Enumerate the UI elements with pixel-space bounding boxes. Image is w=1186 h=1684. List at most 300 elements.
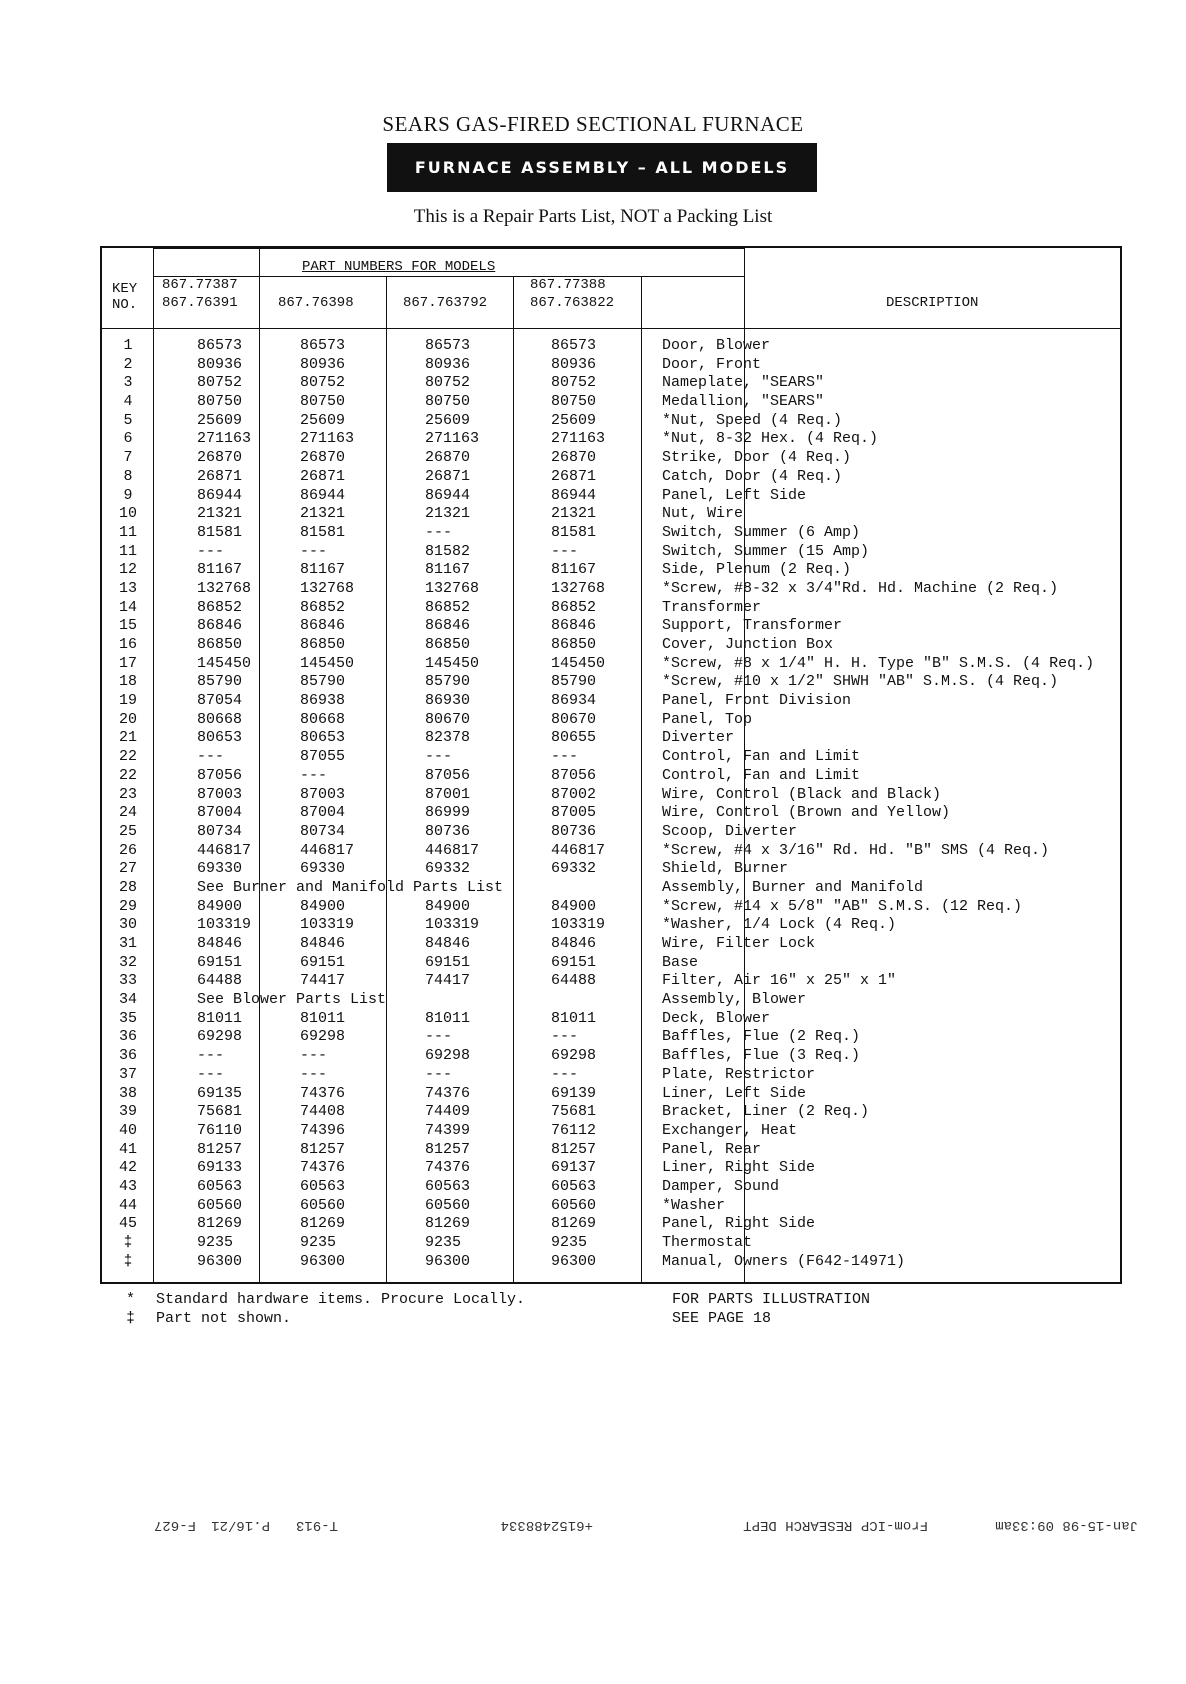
part-number: 86850 xyxy=(425,636,471,653)
part-number: 81257 xyxy=(551,1140,597,1158)
part-number: --- xyxy=(300,542,328,560)
part-number: 21321 xyxy=(425,505,471,523)
part-number: 86573 xyxy=(551,337,597,354)
part-number: 75681 xyxy=(551,1103,597,1121)
part-number: --- xyxy=(425,1065,453,1083)
part-number: --- xyxy=(551,748,579,766)
part-number: 60563 xyxy=(551,1177,597,1195)
part-number: 86852 xyxy=(425,598,471,616)
key-no: 45 xyxy=(118,1215,137,1233)
key-no: 22 xyxy=(118,766,137,784)
part-number: 86852 xyxy=(300,598,346,616)
part-description: Control, Fan and Limit xyxy=(662,748,861,766)
key-no: 36 xyxy=(118,1028,137,1046)
part-number: 69139 xyxy=(551,1084,597,1102)
part-description: Catch, Door (4 Req.) xyxy=(662,467,843,485)
part-number: 446817 xyxy=(300,841,355,859)
part-number: 81269 xyxy=(300,1215,346,1233)
table-row xyxy=(102,449,1120,468)
part-number: 86944 xyxy=(551,486,597,504)
part-number: 84846 xyxy=(425,935,471,952)
part-description: Medallion, "SEARS" xyxy=(662,393,825,411)
part-number: 21321 xyxy=(300,505,346,523)
fax-form: F-627 xyxy=(153,1517,196,1533)
part-number: 60563 xyxy=(425,1177,471,1195)
part-number: 87004 xyxy=(197,804,243,822)
part-number: 87056 xyxy=(425,766,471,784)
table-row xyxy=(102,1178,1120,1197)
part-number: --- xyxy=(197,748,225,766)
part-number: 60560 xyxy=(197,1196,243,1214)
table-row xyxy=(102,505,1120,524)
part-number: 81257 xyxy=(300,1140,346,1158)
part-number: 85790 xyxy=(300,673,346,691)
fax-sender: From-ICP RESEARCH DEPT xyxy=(743,1517,928,1533)
part-number: 81167 xyxy=(551,561,597,579)
part-number: 132768 xyxy=(425,579,480,597)
part-number: 87056 xyxy=(197,766,243,784)
table-row xyxy=(102,935,1120,954)
key-no: 21 xyxy=(118,729,137,747)
table-row xyxy=(102,954,1120,973)
part-description: Switch, Summer (15 Amp) xyxy=(662,542,870,560)
parts-rows xyxy=(102,337,1120,1271)
part-number: 74409 xyxy=(425,1103,471,1121)
key-no: 44 xyxy=(118,1196,137,1214)
page-subtitle: This is a Repair Parts List, NOT a Packing List xyxy=(413,206,773,227)
part-description: Panel, Top xyxy=(662,710,753,728)
part-number: 80655 xyxy=(551,729,597,747)
table-row xyxy=(102,692,1120,711)
part-number: 21321 xyxy=(197,505,243,523)
key-no: ‡ xyxy=(123,1234,133,1251)
part-number: 80653 xyxy=(197,729,243,747)
part-number: 86846 xyxy=(425,617,471,635)
part-description: Side, Plenum (2 Req.) xyxy=(662,561,852,579)
key-no: 10 xyxy=(118,505,137,523)
part-number: 103319 xyxy=(300,916,355,934)
table-row xyxy=(102,580,1120,599)
part-number: 69151 xyxy=(197,953,243,971)
part-number: 87001 xyxy=(425,785,471,803)
part-number: 103319 xyxy=(197,916,252,934)
part-number: 446817 xyxy=(425,841,480,859)
part-number: 87003 xyxy=(300,785,346,803)
part-number: 96300 xyxy=(551,1252,597,1270)
part-number: 76112 xyxy=(551,1121,597,1139)
illustration-reference xyxy=(672,1290,870,1328)
part-number: 74408 xyxy=(300,1103,346,1121)
part-number: 21321 xyxy=(551,505,597,523)
part-description: *Washer xyxy=(662,1196,726,1214)
key-no: 23 xyxy=(118,785,137,803)
part-description: Manual, Owners (F642-14971) xyxy=(662,1252,906,1270)
part-number: 80653 xyxy=(300,729,346,747)
part-description: *Screw, #8-32 x 3/4"Rd. Hd. Machine (2 Req.) xyxy=(662,579,1059,597)
key-no: 2 xyxy=(123,355,133,373)
footnote-text: Standard hardware items. Procure Locally. xyxy=(156,1291,526,1308)
part-description: *Screw, #8 x 1/4" H. H. Type "B" S.M.S. (4 Req.) xyxy=(662,654,1095,672)
part-description: Wire, Filter Lock xyxy=(662,935,816,952)
part-number: 86938 xyxy=(300,692,346,710)
table-row xyxy=(102,1215,1120,1234)
key-no: 25 xyxy=(118,822,137,840)
key-no: 19 xyxy=(118,692,137,710)
part-number: 69133 xyxy=(197,1159,243,1177)
part-description: Damper, Sound xyxy=(662,1177,780,1195)
part-number: 87054 xyxy=(197,692,243,710)
fax-phone: +6152488334 xyxy=(500,1517,593,1533)
key-no: 8 xyxy=(123,467,133,485)
table-row xyxy=(102,599,1120,618)
part-number: 80936 xyxy=(197,355,243,373)
table-row xyxy=(102,655,1120,674)
part-description: Scoop, Diverter xyxy=(662,822,798,840)
key-no: 42 xyxy=(118,1159,137,1177)
part-number: 80752 xyxy=(425,374,471,392)
part-number: 132768 xyxy=(300,579,355,597)
part-number: 86846 xyxy=(551,617,597,635)
key-no: 39 xyxy=(118,1103,137,1121)
part-number: 69298 xyxy=(551,1047,597,1065)
part-description: Panel, Left Side xyxy=(662,486,807,504)
part-number: 96300 xyxy=(197,1252,243,1270)
part-number: 87005 xyxy=(551,804,597,822)
part-number: 74417 xyxy=(425,972,471,990)
key-no: 18 xyxy=(118,673,137,691)
part-number: 86850 xyxy=(551,636,597,653)
part-number: 84900 xyxy=(300,897,346,915)
key-no: 7 xyxy=(123,449,133,467)
key-no: 11 xyxy=(118,542,137,560)
part-description: Wire, Control (Brown and Yellow) xyxy=(662,804,951,822)
part-number: 80750 xyxy=(425,393,471,411)
table-row xyxy=(102,412,1120,431)
part-number: 86850 xyxy=(197,636,243,653)
table-row xyxy=(102,804,1120,823)
part-description: Control, Fan and Limit xyxy=(662,766,861,784)
key-header: KEY xyxy=(112,281,138,297)
table-row xyxy=(102,1197,1120,1216)
fax-date: Jan-15-98 09:33am xyxy=(995,1517,1138,1533)
part-number: 84900 xyxy=(425,897,471,915)
part-description: *Nut, Speed (4 Req.) xyxy=(662,411,843,429)
key-no: 15 xyxy=(118,617,137,635)
part-number: --- xyxy=(197,1047,225,1065)
parts-table xyxy=(100,246,1122,1284)
key-no: 29 xyxy=(118,897,137,915)
part-number: 69135 xyxy=(197,1084,243,1102)
part-number: 84846 xyxy=(197,935,243,952)
part-number: 69151 xyxy=(300,953,346,971)
part-number: 9235 xyxy=(197,1234,234,1251)
key-no: 38 xyxy=(118,1084,137,1102)
key-no: 33 xyxy=(118,972,137,990)
part-number: --- xyxy=(300,1047,328,1065)
part-number: 145450 xyxy=(300,654,355,672)
key-no: 36 xyxy=(118,1047,137,1065)
part-number: 76110 xyxy=(197,1121,243,1139)
part-number: 87003 xyxy=(197,785,243,803)
part-description: Nameplate, "SEARS" xyxy=(662,374,825,392)
part-number: 86999 xyxy=(425,804,471,822)
part-number: 86930 xyxy=(425,692,471,710)
part-number: 26870 xyxy=(300,449,346,467)
part-number: 86852 xyxy=(551,598,597,616)
part-number: 80670 xyxy=(551,710,597,728)
row-divider xyxy=(153,248,744,249)
table-row xyxy=(102,1159,1120,1178)
model-number: 867.763792 xyxy=(403,295,488,311)
part-number: 69151 xyxy=(551,953,597,971)
table-row xyxy=(102,786,1120,805)
illustration-line: SEE PAGE 18 xyxy=(672,1310,772,1327)
part-number: 86850 xyxy=(300,636,346,653)
part-number: 81581 xyxy=(300,523,346,541)
part-number: 74376 xyxy=(300,1159,346,1177)
table-row xyxy=(102,1047,1120,1066)
part-number: 103319 xyxy=(551,916,606,934)
table-row xyxy=(102,356,1120,375)
part-number: 81011 xyxy=(425,1009,471,1027)
part-number: 26870 xyxy=(551,449,597,467)
table-row xyxy=(102,1141,1120,1160)
fax-page: P.16/21 xyxy=(211,1517,270,1533)
part-number: --- xyxy=(551,542,579,560)
table-row xyxy=(102,898,1120,917)
key-no: 40 xyxy=(118,1121,137,1139)
part-description: Transformer xyxy=(662,598,762,616)
part-number: 271163 xyxy=(300,430,355,448)
part-description: Baffles, Flue (2 Req.) xyxy=(662,1028,861,1046)
part-description: *Washer, 1/4 Lock (4 Req.) xyxy=(662,916,897,934)
table-row xyxy=(102,430,1120,449)
part-description: Baffles, Flue (3 Req.) xyxy=(662,1047,861,1065)
key-no: 31 xyxy=(118,935,137,952)
part-number: 69137 xyxy=(551,1159,597,1177)
part-number: 81269 xyxy=(197,1215,243,1233)
model-number: 867.77388 xyxy=(530,277,606,293)
part-number: 9235 xyxy=(300,1234,337,1251)
part-description: Exchanger, Heat xyxy=(662,1121,798,1139)
part-number: 75681 xyxy=(197,1103,243,1121)
part-description: Base xyxy=(662,953,699,971)
key-no: 34 xyxy=(118,991,137,1009)
part-number: 80936 xyxy=(300,355,346,373)
table-row xyxy=(102,823,1120,842)
part-number: 80736 xyxy=(551,822,597,840)
table-row xyxy=(102,729,1120,748)
part-number: 74376 xyxy=(425,1159,471,1177)
part-description: Panel, Rear xyxy=(662,1140,762,1158)
model-number: 867.76391 xyxy=(162,295,238,311)
part-number: 80752 xyxy=(300,374,346,392)
key-no: 5 xyxy=(123,411,133,429)
table-row xyxy=(102,617,1120,636)
part-number: 271163 xyxy=(551,430,606,448)
part-number: 26871 xyxy=(551,467,597,485)
key-no: 37 xyxy=(118,1065,137,1083)
table-row xyxy=(102,991,1120,1010)
part-number: 87056 xyxy=(551,766,597,784)
part-number: 81269 xyxy=(551,1215,597,1233)
part-number: 80736 xyxy=(425,822,471,840)
key-no: 11 xyxy=(118,523,137,541)
part-number: 81269 xyxy=(425,1215,471,1233)
part-number: 85790 xyxy=(197,673,243,691)
part-description: Liner, Right Side xyxy=(662,1159,816,1177)
table-row xyxy=(102,1122,1120,1141)
table-row xyxy=(102,393,1120,412)
footnote xyxy=(126,1290,525,1309)
part-number: --- xyxy=(425,1028,453,1046)
part-number: 69332 xyxy=(425,860,471,878)
part-number: 84900 xyxy=(551,897,597,915)
part-number: 80734 xyxy=(197,822,243,840)
part-number: --- xyxy=(300,766,328,784)
part-number: 84846 xyxy=(551,935,597,952)
model-number: 867.763822 xyxy=(530,295,615,311)
part-description: Door, Blower xyxy=(662,337,771,354)
part-number: 64488 xyxy=(197,972,243,990)
part-number: 86944 xyxy=(197,486,243,504)
table-row xyxy=(102,561,1120,580)
part-number: 81011 xyxy=(197,1009,243,1027)
part-number: 80750 xyxy=(197,393,243,411)
part-description: Assembly, Burner and Manifold xyxy=(662,878,924,896)
key-no: 3 xyxy=(123,374,133,392)
part-number: 446817 xyxy=(551,841,606,859)
part-description: Deck, Blower xyxy=(662,1009,771,1027)
key-no: 17 xyxy=(118,654,137,672)
part-number: 81167 xyxy=(197,561,243,579)
table-row xyxy=(102,673,1120,692)
table-row xyxy=(102,879,1120,898)
key-no: ‡ xyxy=(123,1252,133,1270)
footnote-symbol: ‡ xyxy=(126,1310,136,1327)
part-number: 145450 xyxy=(425,654,480,672)
key-no: 14 xyxy=(118,598,137,616)
part-number: 60560 xyxy=(551,1196,597,1214)
part-number: 25609 xyxy=(300,411,346,429)
part-number: 80936 xyxy=(551,355,597,373)
part-number: 132768 xyxy=(197,579,252,597)
section-banner: FURNACE ASSEMBLY – ALL MODELS xyxy=(387,143,817,192)
part-number: 25609 xyxy=(425,411,471,429)
part-number: 86852 xyxy=(197,598,243,616)
key-no: 24 xyxy=(118,804,137,822)
part-number: 81167 xyxy=(300,561,346,579)
part-number: 69298 xyxy=(425,1047,471,1065)
part-number: 87055 xyxy=(300,748,346,766)
key-no: 32 xyxy=(118,953,137,971)
part-number: 74376 xyxy=(300,1084,346,1102)
part-description: Support, Transformer xyxy=(662,617,843,635)
part-number: 87004 xyxy=(300,804,346,822)
table-row xyxy=(102,1234,1120,1253)
key-header: NO. xyxy=(112,297,138,313)
description-header: DESCRIPTION xyxy=(886,295,979,311)
part-number: 81167 xyxy=(425,561,471,579)
part-number: 25609 xyxy=(197,411,243,429)
fax-code: T-913 xyxy=(295,1517,338,1533)
part-number: --- xyxy=(425,523,453,541)
part-number: 26870 xyxy=(425,449,471,467)
part-number: 9235 xyxy=(425,1234,462,1251)
part-number: 82378 xyxy=(425,729,471,747)
part-description: Filter, Air 16" x 25" x 1" xyxy=(662,972,897,990)
part-number: 85790 xyxy=(551,673,597,691)
part-number: 74396 xyxy=(300,1121,346,1139)
part-description: Thermostat xyxy=(662,1234,753,1251)
part-number: 80936 xyxy=(425,355,471,373)
part-description: *Nut, 8-32 Hex. (4 Req.) xyxy=(662,430,879,448)
table-row xyxy=(102,842,1120,861)
row-divider xyxy=(102,328,1120,329)
part-numbers-header: PART NUMBERS FOR MODELS xyxy=(302,259,496,275)
key-no: 13 xyxy=(118,579,137,597)
part-number: 81582 xyxy=(425,542,471,560)
table-row xyxy=(102,1085,1120,1104)
footnotes xyxy=(126,1290,525,1328)
table-row xyxy=(102,337,1120,356)
part-number: 69151 xyxy=(425,953,471,971)
part-number: 69332 xyxy=(551,860,597,878)
part-description: Diverter xyxy=(662,729,735,747)
table-row xyxy=(102,860,1120,879)
part-number: 86573 xyxy=(197,337,243,354)
part-number: 81011 xyxy=(300,1009,346,1027)
part-description: Shield, Burner xyxy=(662,860,789,878)
footnote-text: Part not shown. xyxy=(156,1310,292,1327)
part-number: 26871 xyxy=(300,467,346,485)
part-number: --- xyxy=(197,1065,225,1083)
part-number: 80670 xyxy=(425,710,471,728)
key-no: 1 xyxy=(123,337,133,354)
part-number: 84846 xyxy=(300,935,346,952)
part-number: 86934 xyxy=(551,692,597,710)
part-number: 9235 xyxy=(551,1234,588,1251)
table-row xyxy=(102,374,1120,393)
part-number: 103319 xyxy=(425,916,480,934)
part-number: 60563 xyxy=(197,1177,243,1195)
part-number: 80752 xyxy=(197,374,243,392)
model-number: 867.76398 xyxy=(278,295,354,311)
key-no: 4 xyxy=(123,393,133,411)
part-number: 86846 xyxy=(197,617,243,635)
part-number: 69298 xyxy=(300,1028,346,1046)
part-number: --- xyxy=(300,1065,328,1083)
part-number: 271163 xyxy=(425,430,480,448)
table-row xyxy=(102,767,1120,786)
part-number: See Burner and Manifold Parts List xyxy=(197,878,504,896)
part-number: 81011 xyxy=(551,1009,597,1027)
part-description: Panel, Front Division xyxy=(662,692,852,710)
key-no: 26 xyxy=(118,841,137,859)
table-row xyxy=(102,1010,1120,1029)
part-number: 271163 xyxy=(197,430,252,448)
table-row xyxy=(102,916,1120,935)
part-number: 26870 xyxy=(197,449,243,467)
part-description: *Screw, #14 x 5/8" "AB" S.M.S. (12 Req.) xyxy=(662,897,1023,915)
page-title: SEARS GAS-FIRED SECTIONAL FURNACE xyxy=(382,112,804,136)
footnote-symbol: * xyxy=(126,1291,136,1308)
key-no: 20 xyxy=(118,710,137,728)
part-description: Wire, Control (Black and Black) xyxy=(662,785,942,803)
part-number: 86944 xyxy=(300,486,346,504)
key-no: 12 xyxy=(118,561,137,579)
table-row xyxy=(102,1028,1120,1047)
